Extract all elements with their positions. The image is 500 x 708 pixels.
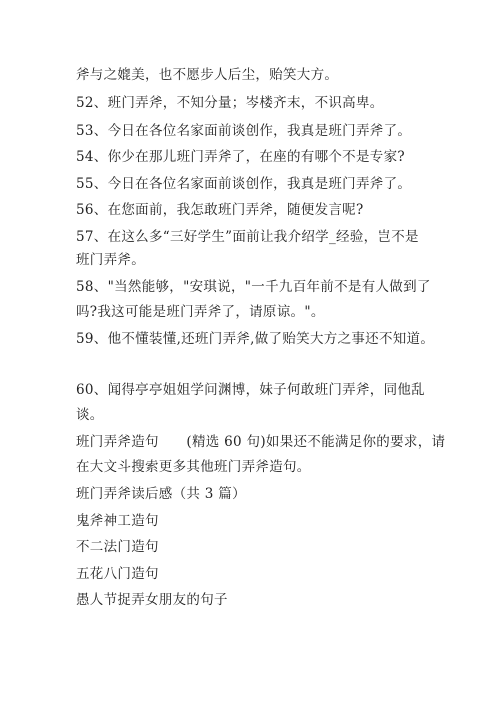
sentence-58: 58、"当然能够，"安琪说，"一千九百年前不是有人做到了 <box>76 279 431 295</box>
related-link-wuhua-bamen[interactable]: 五花八门造句 <box>76 566 159 582</box>
sentence-53: 53、今日在各位名家面前谈创作，我真是班门弄斧了。 <box>76 123 412 139</box>
sentence-54: 54、你少在那儿班门弄斧了，在座的有哪个不是专家? <box>76 149 405 165</box>
sentence-51-continuation: 斧与之媲美，也不愿步人后尘，贻笑大方。 <box>76 67 339 83</box>
sentence-60-continuation: 谈。 <box>76 407 104 423</box>
sentence-59: 59、他不懂装懂,还班门弄斧,做了贻笑大方之事还不知道。 <box>76 331 435 347</box>
sentence-60: 60、闻得亭亭姐姐学问渊博，妹子何敢班门弄斧，同他乱 <box>76 382 425 398</box>
sentence-55: 55、今日在各位名家面前谈创作，我真是班门弄斧了。 <box>76 176 412 192</box>
sentence-57: 57、在这么多“三好学生”面前让我介绍学_经验，岂不是 <box>76 229 419 245</box>
sentence-52: 52、班门弄斧，不知分量；岑楼齐末，不识高卑。 <box>76 95 384 111</box>
summary-line: 班门弄斧造句 (精选 60 句)如果还不能满足你的要求，请 <box>76 434 446 450</box>
related-link-april-fools[interactable]: 愚人节捉弄女朋友的句子 <box>76 592 228 608</box>
summary-line-continuation: 在大文斗搜索更多其他班门弄斧造句。 <box>76 459 311 475</box>
related-link-reflections[interactable]: 班门弄斧读后感（共 3 篇） <box>76 486 246 502</box>
related-link-guifu-shengong[interactable]: 鬼斧神工造句 <box>76 513 159 529</box>
sentence-57-continuation: 班门弄斧。 <box>76 252 145 268</box>
related-link-buer-famen[interactable]: 不二法门造句 <box>76 539 159 555</box>
sentence-58-continuation: 吗?我这可能是班门弄斧了，请原谅。"。 <box>76 304 325 320</box>
sentence-56: 56、在您面前，我怎敢班门弄斧，随便发言呢? <box>76 202 364 218</box>
